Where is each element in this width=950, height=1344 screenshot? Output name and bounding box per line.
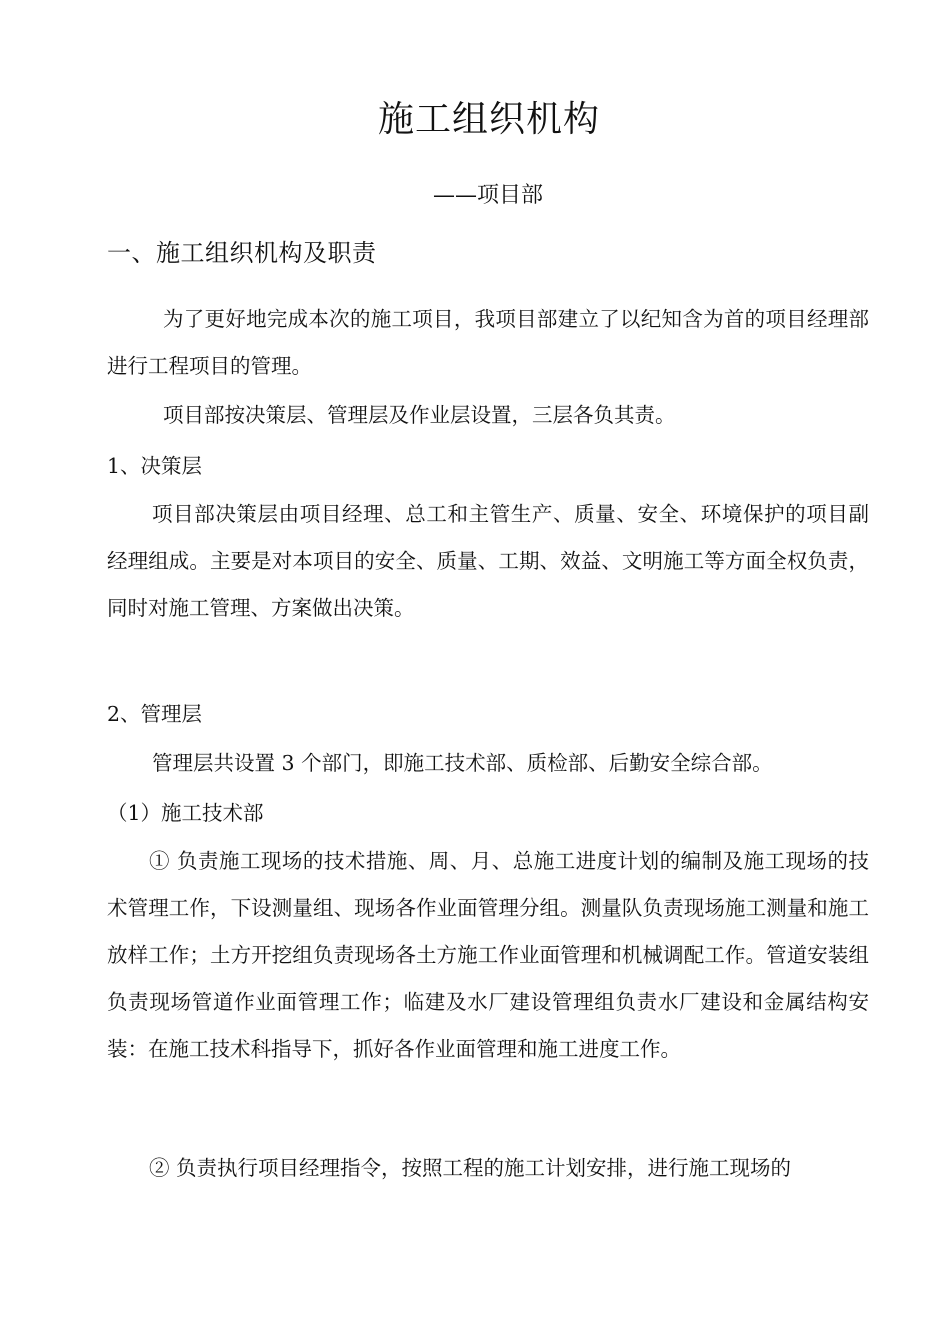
management-layer-intro: 管理层共设置 3 个部门，即施工技术部、质检部、后勤安全综合部。 <box>152 751 773 775</box>
section-heading: 一、施工组织机构及职责 <box>107 239 377 267</box>
subsection-heading-management: 2、管理层 <box>107 702 203 726</box>
decision-layer-paragraph: 项目部决策层由项目经理、总工和主管生产、质量、安全、环境保护的项目副经理组成。主要是对本项目的安全、质量、工期、效益、文明施工等方面全权负责，同时对施工管理、方案做出决策。 <box>107 502 869 620</box>
intro-line-2: 项目部按决策层、管理层及作业层设置，三层各负其责。 <box>163 403 676 427</box>
document-subtitle: ——项目部 <box>432 183 543 208</box>
subsection-heading-decision: 1、决策层 <box>107 454 203 478</box>
intro-paragraph: 为了更好地完成本次的施工项目，我项目部建立了以纪知含为首的项目经理部进行工程项目的管理。 <box>107 307 869 378</box>
document-title: 施工组织机构 <box>377 99 600 140</box>
dept-heading-technical: （1）施工技术部 <box>107 801 264 825</box>
technical-dept-item-1: ① 负责施工现场的技术措施、周、月、总施工进度计划的编制及施工现场的技术管理工作，下设测量组、现场各作业面管理分组。测量队负责现场施工测量和施工放样工作；土方开挖组负责现场各土方施工作业面管理和机械调配工作。管道安装组负责现场管道作业面管理工作；临建及水厂建设管理组负责水厂建设和金属结构安装：在施工技术科指导下，抓好各作业面管理和施工进度工作。 <box>107 849 869 1061</box>
technical-dept-item-2: ② 负责执行项目经理指令，按照工程的施工计划安排，进行施工现场的 <box>149 1156 792 1180</box>
